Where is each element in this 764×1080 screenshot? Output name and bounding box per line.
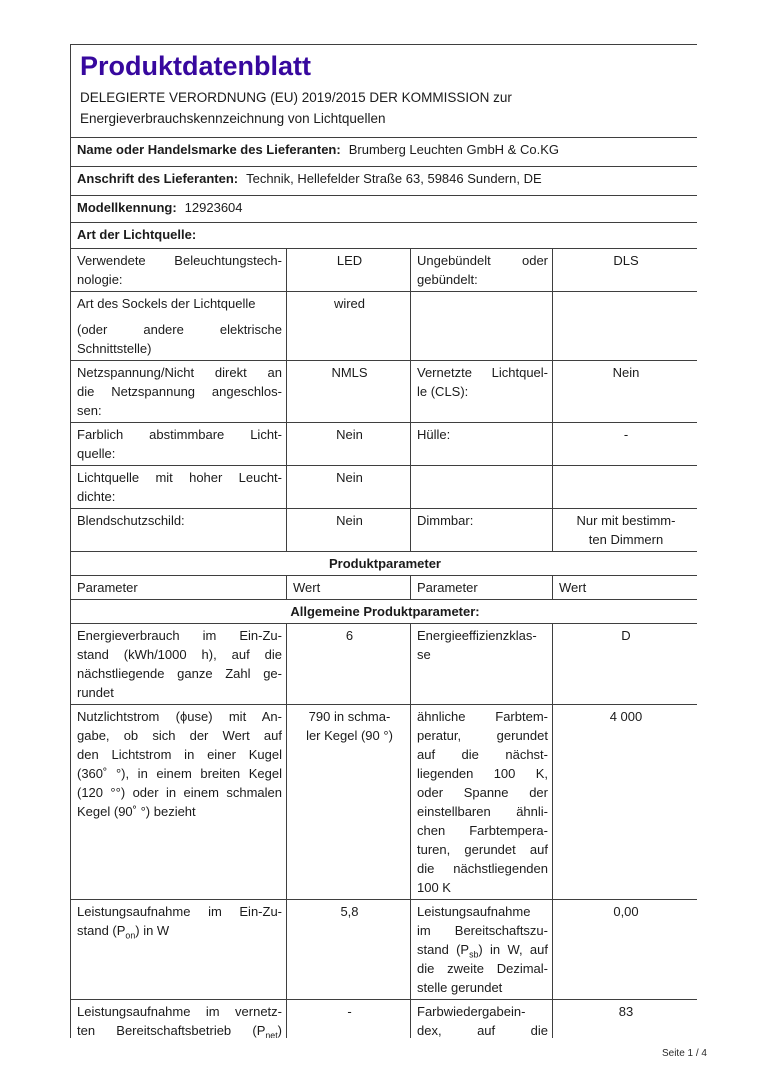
- text-line: (oder andere elektrische: [77, 322, 282, 337]
- text-line: 790 in schma-: [308, 709, 391, 724]
- value-cell: -: [553, 423, 698, 466]
- light-source-row: [71, 466, 698, 509]
- page-break-clip: [70, 44, 697, 1038]
- product-parameter-row: [71, 900, 698, 1000]
- text-line: Vernetzte Lichtquel-: [417, 365, 548, 380]
- info-label: Modellkennung:: [77, 200, 177, 215]
- text-line: (360˚ °), in einem breiten Kegel: [77, 766, 282, 781]
- info-label: Anschrift des Lieferanten:: [77, 171, 239, 186]
- parameter-cell: [71, 1000, 287, 1039]
- text-line: ten Bereitschaftsbetrieb $(P_{net})$: [77, 1023, 282, 1038]
- column-header-cell: Wert: [287, 576, 411, 600]
- parameter-cell: [411, 466, 553, 509]
- text-line: Lichtquelle mit hoher Leucht-: [77, 470, 282, 485]
- product-parameter-row: [71, 624, 698, 705]
- text-line: liegenden 100 K,: [417, 766, 548, 781]
- text-line: Energieeffizienzklas-: [417, 628, 537, 643]
- value-cell: 6: [287, 624, 411, 705]
- value-cell: [553, 509, 698, 552]
- text-line: Nutzlichtstrom (ϕuse) mit An-: [77, 709, 282, 724]
- text-line: Netzspannung/Nicht direkt an: [77, 365, 282, 380]
- parameter-cell: [71, 249, 287, 292]
- text-line: die zweite Dezimal-: [417, 961, 548, 976]
- text-line: se: [417, 647, 431, 662]
- text-line: ler Kegel (90 °): [306, 728, 393, 743]
- parameter-cell: [411, 705, 553, 900]
- text-line: turen, gerundet auf: [417, 842, 548, 857]
- text-line: ähnliche Farbtem-: [417, 709, 548, 724]
- parameter-cell: Hülle:: [411, 423, 553, 466]
- text-line: nologie:: [77, 272, 123, 287]
- column-header-row: [71, 576, 698, 600]
- text-line: stand $(P_{sb})$ in W, auf: [417, 942, 548, 960]
- column-header-cell: Wert: [553, 576, 698, 600]
- document-content: [70, 44, 707, 1060]
- value-cell: [287, 705, 411, 900]
- text-line: gebündelt:: [417, 272, 478, 287]
- text-line: chen Farbtempera-: [417, 823, 548, 838]
- parameter-cell: [411, 249, 553, 292]
- parameter-cell: [71, 900, 287, 1000]
- parameter-cell: [411, 624, 553, 705]
- light-source-row: [71, 292, 698, 361]
- text-line: (120 °°) oder in einem schmalen: [77, 785, 282, 800]
- text-line: einstellbaren ähnli-: [417, 804, 548, 819]
- text-line: 100 K: [417, 880, 451, 895]
- info-cell: [71, 196, 698, 223]
- value-cell: 83: [553, 1000, 698, 1039]
- text-line: nächstliegende ganze Zahl ge-: [77, 666, 282, 681]
- value-cell: DLS: [553, 249, 698, 292]
- text-line: Leistungsaufnahme im vernetz-: [77, 1004, 282, 1019]
- page-title: Produktdatenblatt: [80, 51, 312, 81]
- text-line: die Netzspannung angeschlos-: [77, 384, 282, 399]
- light-source-row: [71, 361, 698, 423]
- parameter-cell: [71, 292, 287, 361]
- text-line: Ungebündelt oder: [417, 253, 548, 268]
- page-subtitle-line-1: DELEGIERTE VERORDNUNG (EU) 2019/2015 DER KOMMISSION zur: [80, 90, 512, 105]
- product-parameter-row: [71, 705, 698, 900]
- text-line: Verwendete Beleuchtungstech-: [77, 253, 282, 268]
- parameter-cell: [411, 900, 553, 1000]
- column-header-cell: Parameter: [411, 576, 553, 600]
- value-cell: 0,00: [553, 900, 698, 1000]
- text-line: Art des Sockels der Lichtquelle: [77, 296, 256, 311]
- parameter-cell: [411, 361, 553, 423]
- page-number-footer: Seite 1 / 4: [661, 1048, 707, 1059]
- info-label: Name oder Handelsmarke des Lieferanten:: [77, 142, 341, 157]
- light-source-row: [71, 423, 698, 466]
- info-value: Technik, Hellefelder Straße 63, 59846 Sundern, DE: [246, 171, 542, 186]
- info-row: [71, 138, 698, 167]
- parameter-cell: [71, 423, 287, 466]
- value-cell: Nein: [287, 509, 411, 552]
- value-cell: [553, 292, 698, 361]
- text-line: stand $(P_{on})$ in W: [77, 923, 170, 941]
- title-row: [71, 45, 698, 138]
- text-line: Leistungsaufnahme im Ein-Zu-: [77, 904, 282, 919]
- text-line: dichte:: [77, 489, 116, 504]
- text-line: im Bereitschaftszu-: [417, 923, 548, 938]
- parameter-cell: [71, 361, 287, 423]
- parameter-cell: [71, 466, 287, 509]
- value-cell: D: [553, 624, 698, 705]
- subsection-title-cell: Allgemeine Produktparameter:: [71, 600, 698, 624]
- text-line: dex, auf die: [417, 1023, 548, 1038]
- datasheet-body: [71, 45, 698, 1039]
- text-line: oder Spanne der: [417, 785, 548, 800]
- info-cell: [71, 138, 698, 167]
- text-line: ten Dimmern: [588, 532, 664, 547]
- value-cell: LED: [287, 249, 411, 292]
- text-line: peratur, gerundet: [417, 728, 548, 743]
- parameter-cell: [71, 705, 287, 900]
- value-cell: Nein: [287, 466, 411, 509]
- text-line: Schnittstelle): [77, 341, 152, 356]
- value-cell: 5,8: [287, 900, 411, 1000]
- parameter-cell: [71, 624, 287, 705]
- value-cell: Nein: [553, 361, 698, 423]
- section-title-cell: Produktparameter: [71, 552, 698, 576]
- text-line: den Lichtstrom in einer Kugel: [77, 747, 282, 762]
- value-cell: 4 000: [553, 705, 698, 900]
- text-line: Nur mit bestimm-: [576, 513, 676, 528]
- info-row: [71, 167, 698, 196]
- info-row: [71, 223, 698, 249]
- info-value: 12923604: [184, 200, 243, 215]
- parameter-cell: Dimmbar:: [411, 509, 553, 552]
- text-line: Leistungsaufnahme: [417, 904, 531, 919]
- value-cell: -: [287, 1000, 411, 1039]
- text-line: gabe, ob sich der Wert auf: [77, 728, 282, 743]
- text-line: sen:: [77, 403, 102, 418]
- parameter-cell: [411, 1000, 553, 1039]
- info-value: Brumberg Leuchten GmbH & Co.KG: [348, 142, 559, 157]
- info-cell: [71, 167, 698, 196]
- parameter-cell: Blendschutzschild:: [71, 509, 287, 552]
- info-row: [71, 196, 698, 223]
- value-cell: wired: [287, 292, 411, 361]
- subsection-title-row: [71, 600, 698, 624]
- text-line: auf die nächst-: [417, 747, 548, 762]
- value-cell: NMLS: [287, 361, 411, 423]
- text-line: Energieverbrauch im Ein-Zu-: [77, 628, 282, 643]
- paragraph-gap: [77, 313, 282, 320]
- text-line: le (CLS):: [417, 384, 469, 399]
- datasheet-table: [70, 44, 697, 1038]
- title-cell: [71, 45, 698, 138]
- text-line: Farbwiedergabein-: [417, 1004, 526, 1019]
- text-line: Kegel (90˚ °) bezieht: [77, 804, 196, 819]
- text-line: stelle gerundet: [417, 980, 503, 995]
- column-header-cell: Parameter: [71, 576, 287, 600]
- value-cell: Nein: [287, 423, 411, 466]
- info-cell: [71, 223, 698, 249]
- text-line: Farblich abstimmbare Licht-: [77, 427, 282, 442]
- light-source-row: [71, 509, 698, 552]
- section-title-row: [71, 552, 698, 576]
- page-subtitle-line-2: Energieverbrauchskennzeichnung von Lichtquellen: [80, 111, 386, 126]
- text-line: quelle:: [77, 446, 116, 461]
- text-line: stand (kWh/1000 h), auf die: [77, 647, 282, 662]
- text-line: rundet: [77, 685, 114, 700]
- value-cell: [553, 466, 698, 509]
- parameter-cell: [411, 292, 553, 361]
- light-source-row: [71, 249, 698, 292]
- product-parameter-row: [71, 1000, 698, 1039]
- info-label: Art der Lichtquelle:: [77, 227, 197, 242]
- text-line: die nächstliegenden: [417, 861, 548, 876]
